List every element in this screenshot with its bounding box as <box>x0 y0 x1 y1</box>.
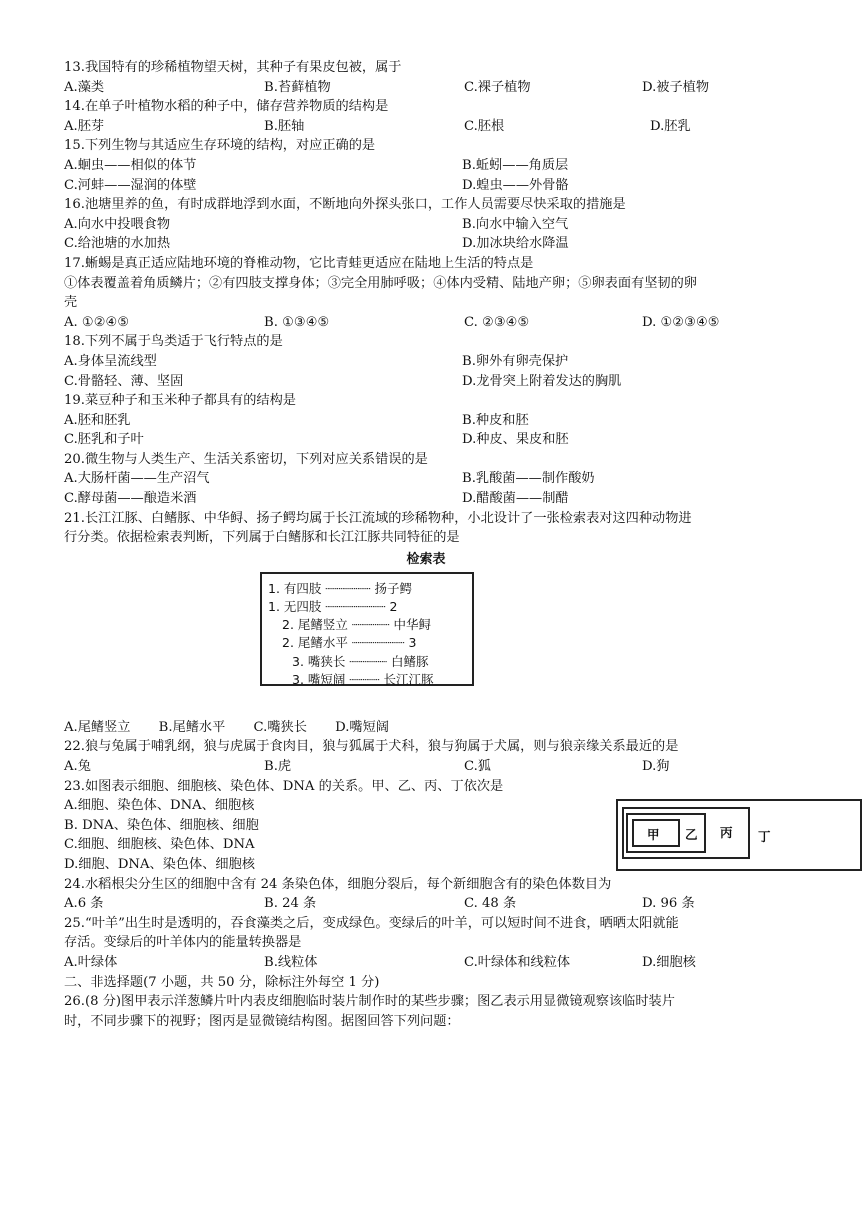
option-c: C.嘴狭长 <box>253 719 307 735</box>
question-14-options <box>64 117 816 137</box>
key-line: 1. 有四肢 ┈┈┈┈┈┈ 扬子鳄 <box>268 580 413 596</box>
option-b: B.苔藓植物 <box>264 79 331 95</box>
option-c: C. ②③④⑤ <box>464 314 530 330</box>
option-b: B. DNA、染色体、细胞核、细胞 <box>64 817 259 833</box>
option-c: C.细胞、细胞核、染色体、DNA <box>64 837 255 853</box>
option-d: D.醋酸菌——制醋 <box>462 491 569 507</box>
option-d: D.加冰块给水降温 <box>462 236 569 252</box>
key-line: 3. 嘴短阔 ┈┈┈┈ 长江江豚 <box>292 671 434 687</box>
label-ding: 丁 <box>758 828 771 844</box>
option-d: D.种皮、果皮和胚 <box>462 432 569 448</box>
option-b: B. 24 条 <box>264 896 317 912</box>
option-b: B.向水中输入空气 <box>462 216 569 232</box>
option-b: B.虎 <box>264 759 292 775</box>
key-line: 3. 嘴狭长 ┈┈┈┈┈ 白鳍豚 <box>292 653 429 669</box>
option-a: A.大肠杆菌——生产沼气 <box>64 471 210 487</box>
option-c: C.叶绿体和线粒体 <box>464 954 571 970</box>
option-d: D.龙骨突上附着发达的胸肌 <box>462 373 622 389</box>
label-jia: 甲 <box>647 826 660 842</box>
option-d: D.细胞、DNA、染色体、细胞核 <box>64 857 255 872</box>
question-23 <box>64 777 816 875</box>
question-13-stem: 13.我国特有的珍稀植物望天树，其种子有果皮包被，属于 <box>64 60 402 75</box>
option-a: A.蛔虫——相似的体节 <box>64 157 197 173</box>
option-a: A. ①②④⑤ <box>64 314 130 330</box>
question-17-stem-2: ①体表覆盖着角质鳞片；②有四肢支撑身体；③完全用肺呼吸；④体内受精、陆地产卵；⑤卵表面有坚韧的卵 <box>64 275 697 291</box>
question-18-stem: 18.下列不属于鸟类适于飞行特点的是 <box>64 334 283 350</box>
question-17-options <box>64 313 816 333</box>
question-15-stem: 15.下列生物与其适应生存环境的结构，对应正确的是 <box>64 138 376 154</box>
question-21-stem-2: 行分类。依据检索表判断，下列属于白鳍豚和长江江豚共同特征的是 <box>64 530 460 546</box>
option-c: C.裸子植物 <box>464 79 531 95</box>
option-c: C.狐 <box>464 759 491 775</box>
option-c: C.给池塘的水加热 <box>64 236 171 252</box>
option-a: A.向水中投喂食物 <box>64 216 171 232</box>
question-17-stem-3: 壳 <box>64 295 78 311</box>
key-table <box>260 572 474 686</box>
option-a: A.胚芽 <box>64 118 105 134</box>
question-16-options-ab <box>64 215 816 235</box>
question-20-stem: 20.微生物与人类生产、生活关系密切，下列对应关系错误的是 <box>64 451 428 467</box>
question-16-stem: 16.池塘里养的鱼，有时成群地浮到水面，不断地向外探头张口，工作人员需要尽快采取的措施是 <box>64 197 626 213</box>
option-a: A.6 条 <box>64 896 104 912</box>
option-a: A.身体呈流线型 <box>64 353 157 369</box>
option-b: B.乳酸菌——制作酸奶 <box>462 471 595 487</box>
option-c: C.酵母菌——酿造米酒 <box>64 491 197 507</box>
option-a: A.尾鳍竖立 <box>64 719 131 735</box>
section-2-heading: 二、非选择题(7 小题，共 50 分，除标注外每空 1 分) <box>64 974 380 990</box>
option-d: D. 96 条 <box>642 896 695 912</box>
question-17-stem: 17.蜥蜴是真正适应陆地环境的脊椎动物，它比青蛙更适应在陆地上生活的特点是 <box>64 255 534 271</box>
option-c: C. 48 条 <box>464 896 517 912</box>
option-d: D.嘴短阔 <box>335 719 389 735</box>
option-b: B.胚轴 <box>264 118 305 134</box>
option-d: D. ①②③④⑤ <box>642 314 720 330</box>
box-bing <box>622 807 750 859</box>
question-15-options-cd <box>64 176 816 196</box>
key-line: 2. 尾鳍水平 ┈┈┈┈┈┈┈ 3 <box>282 635 417 651</box>
question-19-stem: 19.菜豆种子和玉米种子都具有的结构是 <box>64 393 296 409</box>
option-b: B.尾鳍水平 <box>158 719 226 735</box>
question-20-options-cd <box>64 489 816 509</box>
question-22-stem: 22.狼与兔属于哺乳纲，狼与虎属于食肉目，狼与狐属于犬科，狼与狗属于犬属，则与狼亲缘关系最近的是 <box>64 739 679 755</box>
option-a: A.兔 <box>64 759 91 775</box>
identification-key-figure <box>64 548 816 718</box>
question-18-options-cd <box>64 372 816 392</box>
option-b: B.卵外有卵壳保护 <box>462 353 569 369</box>
option-a: A.细胞、染色体、DNA、细胞核 <box>64 798 255 814</box>
option-c: C.胚乳和子叶 <box>64 432 144 448</box>
question-16-options-cd <box>64 234 816 254</box>
label-bing: 丙 <box>720 824 733 840</box>
option-d: D.被子植物 <box>642 79 710 95</box>
option-a: A.胚和胚乳 <box>64 412 131 428</box>
option-d: D.狗 <box>642 759 670 775</box>
question-25-stem-2: 存活。变绿后的叶羊体内的能量转换器是 <box>64 935 302 951</box>
question-21-stem: 21.长江江豚、白鳍豚、中华鲟、扬子鳄均属于长江流域的珍稀物种，小北设计了一张检索表对这四种动物进 <box>64 510 692 526</box>
question-25-stem: 25.“叶羊”出生时是透明的，吞食藻类之后，变成绿色。变绿后的叶羊，可以短时间不进食，晒晒太阳就能 <box>64 915 679 931</box>
question-19-options-cd <box>64 430 816 450</box>
exam-page <box>64 58 816 1031</box>
option-b: B.种皮和胚 <box>462 412 529 428</box>
question-13-options <box>64 78 816 98</box>
question-26-stem-2: 时，不同步骤下的视野；图丙是显微镜结构图。据图回答下列问题： <box>64 1013 460 1029</box>
option-b: B.线粒体 <box>264 954 318 970</box>
nested-boxes-figure <box>616 799 862 871</box>
question-20-options-ab <box>64 469 816 489</box>
option-c: C.骨骼轻、薄、坚固 <box>64 373 184 389</box>
option-b: B. ①③④⑤ <box>264 314 330 330</box>
key-line: 1. 无四肢 ┈┈┈┈┈┈┈┈ 2 <box>268 599 398 615</box>
box-yi <box>626 813 706 853</box>
option-a: A.藻类 <box>64 79 105 95</box>
question-25-options <box>64 953 816 973</box>
question-15-options-ab <box>64 156 816 176</box>
label-yi: 乙 <box>685 826 698 842</box>
option-a: A.叶绿体 <box>64 954 118 970</box>
question-24-options <box>64 894 816 914</box>
option-d: D.细胞核 <box>642 954 696 970</box>
option-b: B.蚯蚓——角质层 <box>462 157 569 173</box>
question-21-options <box>64 718 816 738</box>
question-22-options <box>64 757 816 777</box>
question-19-options-ab <box>64 411 816 431</box>
option-d: D.胚乳 <box>650 118 691 134</box>
question-14-stem: 14.在单子叶植物水稻的种子中，储存营养物质的结构是 <box>64 99 389 115</box>
question-26-stem: 26.(8 分)图甲表示洋葱鳞片叶内表皮细胞临时装片制作时的某些步骤；图乙表示用显微镜观察该临时装片 <box>64 994 675 1010</box>
question-23-stem: 23.如图表示细胞、细胞核、染色体、DNA 的关系。甲、乙、丙、丁依次是 <box>64 778 504 794</box>
key-line: 2. 尾鳍竖立 ┈┈┈┈┈ 中华鲟 <box>282 617 431 633</box>
box-jia <box>632 819 680 847</box>
question-18-options-ab <box>64 352 816 372</box>
question-24-stem: 24.水稻根尖分生区的细胞中含有 24 条染色体，细胞分裂后，每个新细胞含有的染色体数目为 <box>64 876 612 892</box>
key-title: 检索表 <box>406 551 446 567</box>
option-d: D.蝗虫——外骨骼 <box>462 177 569 193</box>
option-c: C.胚根 <box>464 118 505 134</box>
option-c: C.河蚌——湿润的体壁 <box>64 177 197 193</box>
